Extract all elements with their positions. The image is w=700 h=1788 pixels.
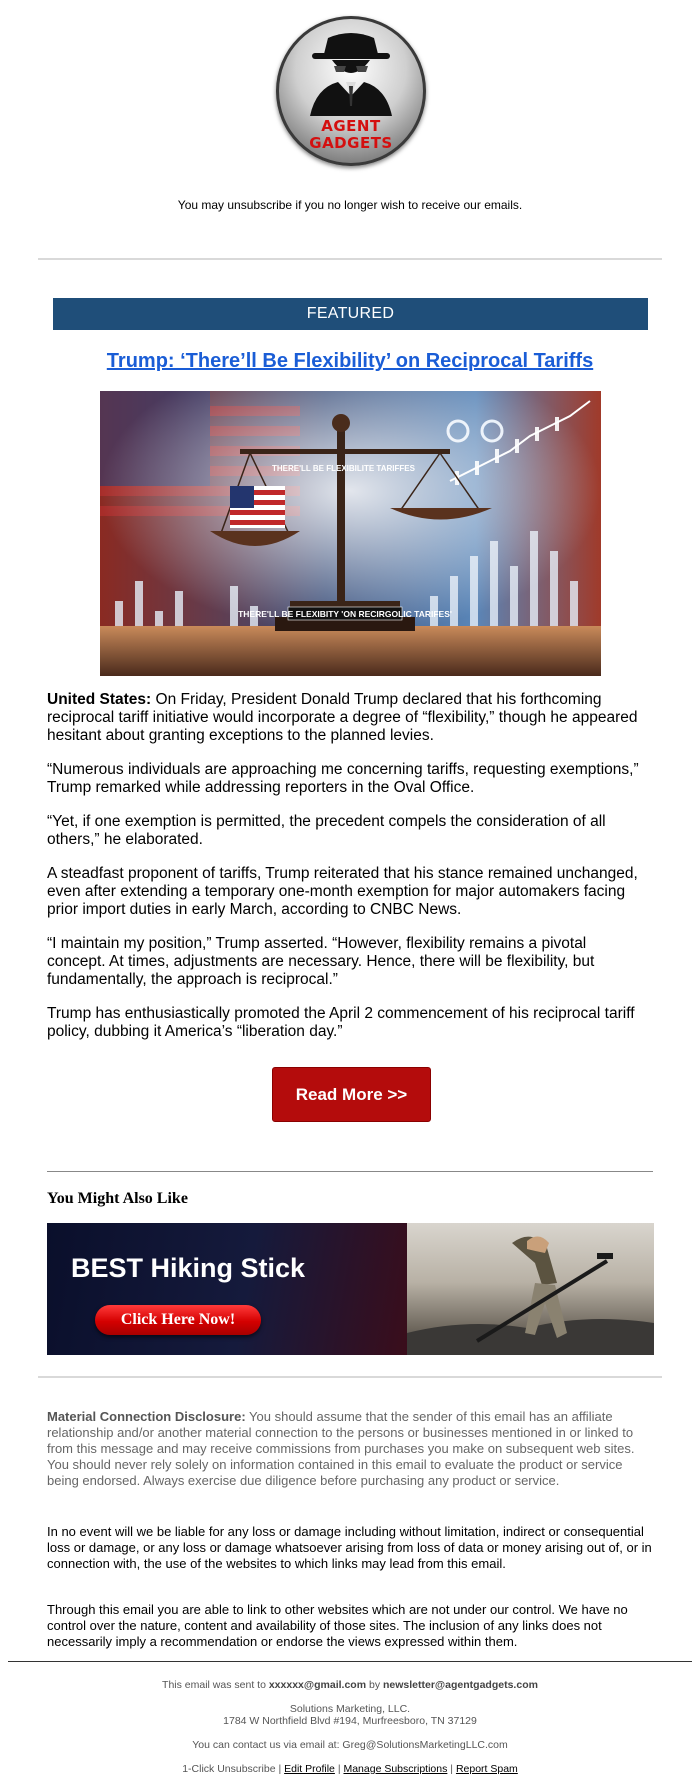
disclosure-label: Material Connection Disclosure:: [47, 1409, 246, 1424]
unsubscribe-note[interactable]: You may unsubscribe if you no longer wish to receive our emails.: [177, 198, 523, 212]
article-paragraph-6: Trump has enthusiastically promoted the April 2 commencement of his reciprocal tariff policy, dubbing it America’s “liberation day.”: [47, 1005, 635, 1040]
divider: [47, 1171, 653, 1172]
company-address: 1784 W Northfield Blvd #194, Murfreesboro, TN 37129: [223, 1715, 477, 1727]
company-name: Solutions Marketing, LLC.: [289, 1703, 411, 1715]
recipient-email: xxxxxx@gmail.com: [268, 1679, 367, 1691]
link-separator: |: [447, 1763, 456, 1775]
material-connection-disclosure: [47, 1409, 653, 1489]
article-hero-image[interactable]: [100, 391, 601, 676]
article-paragraph-4: A steadfast proponent of tariffs, Trump reiterated that his stance remained unchanged, even after extending a temporary one-month exemption for major automakers facing prior import duties in early March, according to CNBC News.: [47, 865, 638, 918]
logo-badge: [276, 16, 426, 166]
one-click-unsubscribe-link[interactable]: 1-Click Unsubscribe: [182, 1763, 276, 1775]
article-headline-link[interactable]: Trump: ‘There’ll Be Flexibility’ on Reciprocal Tariffs: [106, 350, 594, 372]
logo-text-bottom: GADGETS: [309, 134, 393, 152]
hiking-stick-ad-banner[interactable]: [47, 1223, 654, 1355]
footer-links: [0, 1763, 700, 1775]
contact-line: You can contact us via email at: Greg@SolutionsMarketingLLC.com: [192, 1739, 508, 1751]
footer-divider: [8, 1661, 692, 1662]
hero-flag-text: THERE'LL BE FLEXIBILITE TARIFFES: [272, 464, 415, 473]
edit-profile-link[interactable]: Edit Profile: [284, 1763, 335, 1775]
article-body: [47, 691, 647, 1057]
hero-caption: THERE'LL BE FLEXIBITY 'ON RECIRGOLIC TARIFES': [238, 609, 452, 619]
article-dateline: United States:: [47, 691, 152, 708]
banner-background: [47, 1223, 407, 1355]
link-separator: |: [334, 1763, 344, 1775]
article-paragraph-2: “Numerous individuals are approaching me concerning tariffs, requesting exemptions,” Trump remarked while addressing reporters in the Oval Office.: [47, 761, 639, 796]
banner-title: BEST Hiking Stick: [71, 1253, 306, 1283]
manage-subscriptions-link[interactable]: Manage Subscriptions: [343, 1763, 448, 1775]
link-separator: |: [275, 1763, 285, 1775]
report-spam-link[interactable]: Report Spam: [455, 1763, 518, 1775]
article-paragraph-3: “Yet, if one exemption is permitted, the precedent compels the consideration of all others,” he elaborated.: [47, 813, 606, 848]
brand-logo[interactable]: [276, 16, 426, 166]
featured-banner: FEATURED: [53, 298, 648, 330]
hiker-photo: [407, 1223, 654, 1355]
article-paragraph-1: [47, 691, 647, 745]
external-links-notice: Through this email you are able to link to other websites which are not under our control. We have no control over the nature, content and availability of those sites. The inclusion of any links does not necessarily imply a recommendation or endorse the views expressed within them.: [47, 1602, 628, 1649]
sent-to-line: [0, 1679, 700, 1691]
article-paragraph-5: “I maintain my position,” Trump asserted. “However, flexibility remains a pivotal concept. At times, adjustments are necessary. Hence, there will be flexibility, but fundamentally, the approach is reciprocal.”: [47, 935, 595, 988]
you-might-also-like-heading: You Might Also Like: [47, 1190, 188, 1207]
sent-to-prefix: This email was sent to: [162, 1679, 269, 1691]
banner-click-here-button[interactable]: Click Here Now!: [95, 1305, 261, 1335]
logo-text-top: AGENT: [321, 117, 381, 135]
sent-by-text: by: [366, 1679, 383, 1691]
liability-notice: In no event will we be liable for any loss or damage including without limitation, indirect or consequential loss or damage, or any loss or damage whatsoever arising from loss of data or money arising out of, or in connection with, the use of the websites to which links may lead from this email.: [47, 1524, 652, 1571]
divider: [38, 1376, 662, 1378]
disclosure-text: You should assume that the sender of this email has an affiliate relationship and/or another material connection to the persons or businesses mentioned in or linked to from this message and may receive commissions from purchases you make on subsequent web sites. You should never rely solely on information contained in this email to evaluate the product or service being endorsed. Always exercise due diligence before purchasing any product or service.: [47, 1409, 635, 1488]
article-paragraph-1-text: On Friday, President Donald Trump declared that his forthcoming reciprocal tariff initiative would incorporate a degree of “flexibility,” though he appeared hesitant about granting exceptions to the planned levies.: [47, 691, 638, 744]
read-more-button[interactable]: Read More >>: [272, 1067, 431, 1122]
divider: [38, 258, 662, 260]
sender-email: newsletter@agentgadgets.com: [383, 1679, 538, 1691]
